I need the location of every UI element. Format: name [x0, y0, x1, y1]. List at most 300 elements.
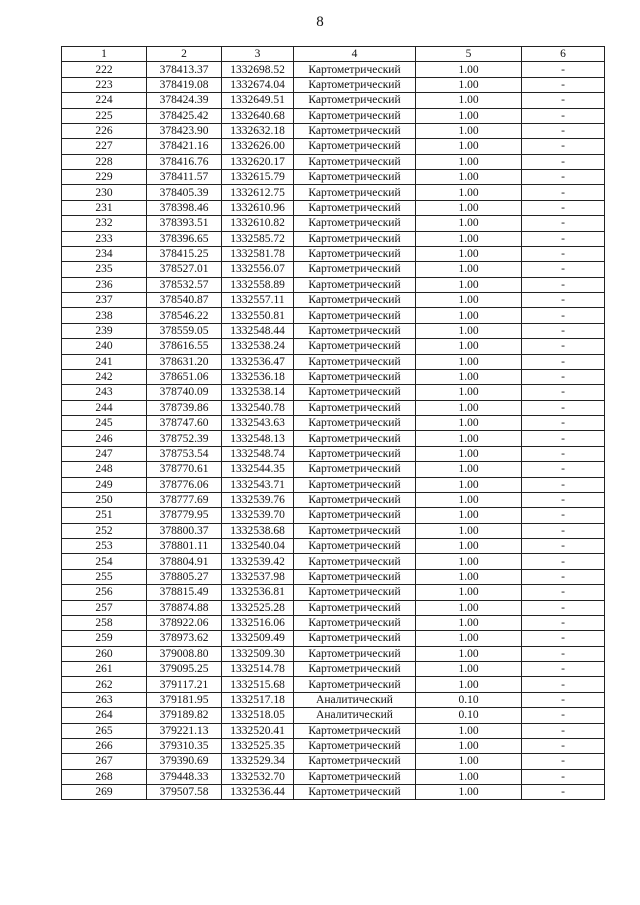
accuracy-cell: 1.00 — [416, 416, 522, 431]
description-cell: - — [522, 692, 605, 707]
table-row — [62, 631, 605, 646]
description-cell: - — [522, 323, 605, 338]
y-coordinate-cell: 1332548.74 — [222, 446, 294, 461]
method-cell: Картометрический — [294, 631, 416, 646]
x-coordinate-cell: 378739.86 — [147, 400, 222, 415]
x-coordinate-cell: 378874.88 — [147, 600, 222, 615]
y-coordinate-cell: 1332610.82 — [222, 216, 294, 231]
point-number-cell: 226 — [62, 123, 147, 138]
y-coordinate-cell: 1332548.13 — [222, 431, 294, 446]
description-cell: - — [522, 646, 605, 661]
accuracy-cell: 1.00 — [416, 93, 522, 108]
table-row — [62, 77, 605, 92]
x-coordinate-cell: 378752.39 — [147, 431, 222, 446]
description-cell: - — [522, 508, 605, 523]
method-cell: Картометрический — [294, 477, 416, 492]
point-number-cell: 225 — [62, 108, 147, 123]
method-cell: Картометрический — [294, 170, 416, 185]
table-row — [62, 754, 605, 769]
table-row — [62, 385, 605, 400]
y-coordinate-cell: 1332536.81 — [222, 585, 294, 600]
y-coordinate-cell: 1332698.52 — [222, 62, 294, 77]
point-number-cell: 254 — [62, 554, 147, 569]
description-cell: - — [522, 769, 605, 784]
y-coordinate-cell: 1332674.04 — [222, 77, 294, 92]
point-number-cell: 241 — [62, 354, 147, 369]
y-coordinate-cell: 1332540.04 — [222, 539, 294, 554]
table-row — [62, 323, 605, 338]
table-row — [62, 354, 605, 369]
accuracy-cell: 1.00 — [416, 308, 522, 323]
accuracy-cell: 1.00 — [416, 170, 522, 185]
accuracy-cell: 1.00 — [416, 354, 522, 369]
description-cell: - — [522, 662, 605, 677]
point-number-cell: 262 — [62, 677, 147, 692]
x-coordinate-cell: 379221.13 — [147, 723, 222, 738]
point-number-cell: 245 — [62, 416, 147, 431]
accuracy-cell: 1.00 — [416, 108, 522, 123]
description-cell: - — [522, 492, 605, 507]
x-coordinate-cell: 378804.91 — [147, 554, 222, 569]
y-coordinate-cell: 1332557.11 — [222, 293, 294, 308]
table-row — [62, 600, 605, 615]
method-cell: Картометрический — [294, 154, 416, 169]
column-header: 3 — [222, 47, 294, 62]
x-coordinate-cell: 379095.25 — [147, 662, 222, 677]
y-coordinate-cell: 1332536.47 — [222, 354, 294, 369]
x-coordinate-cell: 378416.76 — [147, 154, 222, 169]
accuracy-cell: 1.00 — [416, 185, 522, 200]
method-cell: Картометрический — [294, 738, 416, 753]
coordinates-table — [61, 46, 605, 800]
x-coordinate-cell: 379310.35 — [147, 738, 222, 753]
y-coordinate-cell: 1332529.34 — [222, 754, 294, 769]
point-number-cell: 255 — [62, 569, 147, 584]
description-cell: - — [522, 585, 605, 600]
x-coordinate-cell: 378616.55 — [147, 339, 222, 354]
x-coordinate-cell: 378800.37 — [147, 523, 222, 538]
table-row — [62, 200, 605, 215]
method-cell: Картометрический — [294, 662, 416, 677]
x-coordinate-cell: 378770.61 — [147, 462, 222, 477]
point-number-cell: 266 — [62, 738, 147, 753]
y-coordinate-cell: 1332585.72 — [222, 231, 294, 246]
table-header-row — [62, 47, 605, 62]
y-coordinate-cell: 1332581.78 — [222, 246, 294, 261]
point-number-cell: 235 — [62, 262, 147, 277]
table-row — [62, 293, 605, 308]
accuracy-cell: 1.00 — [416, 400, 522, 415]
accuracy-cell: 1.00 — [416, 431, 522, 446]
table-row — [62, 769, 605, 784]
description-cell: - — [522, 123, 605, 138]
description-cell: - — [522, 431, 605, 446]
method-cell: Картометрический — [294, 723, 416, 738]
y-coordinate-cell: 1332538.68 — [222, 523, 294, 538]
point-number-cell: 228 — [62, 154, 147, 169]
y-coordinate-cell: 1332615.79 — [222, 170, 294, 185]
x-coordinate-cell: 379189.82 — [147, 708, 222, 723]
point-number-cell: 229 — [62, 170, 147, 185]
accuracy-cell: 1.00 — [416, 785, 522, 800]
method-cell: Картометрический — [294, 585, 416, 600]
description-cell: - — [522, 400, 605, 415]
y-coordinate-cell: 1332516.06 — [222, 615, 294, 630]
description-cell: - — [522, 154, 605, 169]
point-number-cell: 263 — [62, 692, 147, 707]
y-coordinate-cell: 1332539.70 — [222, 508, 294, 523]
description-cell: - — [522, 723, 605, 738]
method-cell: Картометрический — [294, 462, 416, 477]
accuracy-cell: 1.00 — [416, 523, 522, 538]
method-cell: Картометрический — [294, 416, 416, 431]
table-row — [62, 708, 605, 723]
method-cell: Картометрический — [294, 508, 416, 523]
x-coordinate-cell: 378651.06 — [147, 369, 222, 384]
accuracy-cell: 1.00 — [416, 139, 522, 154]
method-cell: Картометрический — [294, 754, 416, 769]
point-number-cell: 230 — [62, 185, 147, 200]
description-cell: - — [522, 277, 605, 292]
description-cell: - — [522, 416, 605, 431]
x-coordinate-cell: 378540.87 — [147, 293, 222, 308]
y-coordinate-cell: 1332539.42 — [222, 554, 294, 569]
description-cell: - — [522, 246, 605, 261]
point-number-cell: 253 — [62, 539, 147, 554]
table-row — [62, 62, 605, 77]
method-cell: Картометрический — [294, 231, 416, 246]
table-row — [62, 585, 605, 600]
method-cell: Картометрический — [294, 277, 416, 292]
point-number-cell: 224 — [62, 93, 147, 108]
x-coordinate-cell: 378740.09 — [147, 385, 222, 400]
x-coordinate-cell: 379507.58 — [147, 785, 222, 800]
accuracy-cell: 1.00 — [416, 246, 522, 261]
table-row — [62, 723, 605, 738]
table-body — [62, 62, 605, 800]
y-coordinate-cell: 1332536.18 — [222, 369, 294, 384]
description-cell: - — [522, 62, 605, 77]
table-row — [62, 231, 605, 246]
x-coordinate-cell: 378779.95 — [147, 508, 222, 523]
description-cell: - — [522, 369, 605, 384]
method-cell: Картометрический — [294, 646, 416, 661]
y-coordinate-cell: 1332518.05 — [222, 708, 294, 723]
y-coordinate-cell: 1332539.76 — [222, 492, 294, 507]
method-cell: Картометрический — [294, 446, 416, 461]
description-cell: - — [522, 477, 605, 492]
description-cell: - — [522, 93, 605, 108]
description-cell: - — [522, 231, 605, 246]
y-coordinate-cell: 1332612.75 — [222, 185, 294, 200]
y-coordinate-cell: 1332632.18 — [222, 123, 294, 138]
method-cell: Картометрический — [294, 93, 416, 108]
x-coordinate-cell: 378423.90 — [147, 123, 222, 138]
x-coordinate-cell: 378405.39 — [147, 185, 222, 200]
x-coordinate-cell: 378411.57 — [147, 170, 222, 185]
x-coordinate-cell: 378815.49 — [147, 585, 222, 600]
description-cell: - — [522, 539, 605, 554]
point-number-cell: 261 — [62, 662, 147, 677]
method-cell: Картометрический — [294, 216, 416, 231]
method-cell: Картометрический — [294, 769, 416, 784]
accuracy-cell: 1.00 — [416, 600, 522, 615]
table-row — [62, 277, 605, 292]
accuracy-cell: 0.10 — [416, 708, 522, 723]
point-number-cell: 233 — [62, 231, 147, 246]
accuracy-cell: 1.00 — [416, 477, 522, 492]
table-row — [62, 170, 605, 185]
table-row — [62, 523, 605, 538]
method-cell: Картометрический — [294, 108, 416, 123]
table-row — [62, 554, 605, 569]
x-coordinate-cell: 378421.16 — [147, 139, 222, 154]
point-number-cell: 249 — [62, 477, 147, 492]
point-number-cell: 264 — [62, 708, 147, 723]
table-row — [62, 508, 605, 523]
method-cell: Картометрический — [294, 677, 416, 692]
description-cell: - — [522, 77, 605, 92]
point-number-cell: 238 — [62, 308, 147, 323]
description-cell: - — [522, 200, 605, 215]
y-coordinate-cell: 1332514.78 — [222, 662, 294, 677]
point-number-cell: 242 — [62, 369, 147, 384]
x-coordinate-cell: 378546.22 — [147, 308, 222, 323]
description-cell: - — [522, 308, 605, 323]
y-coordinate-cell: 1332649.51 — [222, 93, 294, 108]
description-cell: - — [522, 677, 605, 692]
description-cell: - — [522, 554, 605, 569]
table-row — [62, 154, 605, 169]
accuracy-cell: 1.00 — [416, 262, 522, 277]
accuracy-cell: 1.00 — [416, 293, 522, 308]
point-number-cell: 227 — [62, 139, 147, 154]
accuracy-cell: 1.00 — [416, 569, 522, 584]
method-cell: Картометрический — [294, 523, 416, 538]
table-row — [62, 246, 605, 261]
y-coordinate-cell: 1332525.35 — [222, 738, 294, 753]
x-coordinate-cell: 378413.37 — [147, 62, 222, 77]
x-coordinate-cell: 378419.08 — [147, 77, 222, 92]
x-coordinate-cell: 378805.27 — [147, 569, 222, 584]
table-row — [62, 492, 605, 507]
table-row — [62, 477, 605, 492]
method-cell: Картометрический — [294, 246, 416, 261]
table-row — [62, 416, 605, 431]
accuracy-cell: 1.00 — [416, 615, 522, 630]
method-cell: Картометрический — [294, 431, 416, 446]
point-number-cell: 231 — [62, 200, 147, 215]
accuracy-cell: 1.00 — [416, 216, 522, 231]
y-coordinate-cell: 1332509.30 — [222, 646, 294, 661]
method-cell: Картометрический — [294, 293, 416, 308]
x-coordinate-cell: 378776.06 — [147, 477, 222, 492]
accuracy-cell: 1.00 — [416, 754, 522, 769]
table-row — [62, 262, 605, 277]
table-row — [62, 308, 605, 323]
table-row — [62, 569, 605, 584]
point-number-cell: 269 — [62, 785, 147, 800]
method-cell: Картометрический — [294, 323, 416, 338]
table-row — [62, 738, 605, 753]
description-cell: - — [522, 216, 605, 231]
description-cell: - — [522, 139, 605, 154]
description-cell: - — [522, 339, 605, 354]
column-header: 5 — [416, 47, 522, 62]
column-header: 6 — [522, 47, 605, 62]
point-number-cell: 250 — [62, 492, 147, 507]
accuracy-cell: 1.00 — [416, 323, 522, 338]
accuracy-cell: 1.00 — [416, 385, 522, 400]
y-coordinate-cell: 1332620.17 — [222, 154, 294, 169]
description-cell: - — [522, 785, 605, 800]
accuracy-cell: 1.00 — [416, 554, 522, 569]
y-coordinate-cell: 1332610.96 — [222, 200, 294, 215]
table-row — [62, 400, 605, 415]
description-cell: - — [522, 754, 605, 769]
method-cell: Картометрический — [294, 615, 416, 630]
method-cell: Картометрический — [294, 492, 416, 507]
x-coordinate-cell: 378532.57 — [147, 277, 222, 292]
method-cell: Картометрический — [294, 200, 416, 215]
accuracy-cell: 1.00 — [416, 339, 522, 354]
point-number-cell: 237 — [62, 293, 147, 308]
accuracy-cell: 1.00 — [416, 123, 522, 138]
accuracy-cell: 1.00 — [416, 646, 522, 661]
point-number-cell: 239 — [62, 323, 147, 338]
method-cell: Картометрический — [294, 123, 416, 138]
page-number: 8 — [316, 14, 324, 30]
table-row — [62, 539, 605, 554]
y-coordinate-cell: 1332517.18 — [222, 692, 294, 707]
x-coordinate-cell: 379117.21 — [147, 677, 222, 692]
x-coordinate-cell: 379008.80 — [147, 646, 222, 661]
table-row — [62, 216, 605, 231]
table-row — [62, 692, 605, 707]
y-coordinate-cell: 1332525.28 — [222, 600, 294, 615]
point-number-cell: 243 — [62, 385, 147, 400]
method-cell: Картометрический — [294, 785, 416, 800]
method-cell: Картометрический — [294, 308, 416, 323]
description-cell: - — [522, 446, 605, 461]
x-coordinate-cell: 378559.05 — [147, 323, 222, 338]
description-cell: - — [522, 708, 605, 723]
method-cell: Аналитический — [294, 708, 416, 723]
x-coordinate-cell: 378393.51 — [147, 216, 222, 231]
method-cell: Картометрический — [294, 600, 416, 615]
accuracy-cell: 1.00 — [416, 662, 522, 677]
method-cell: Картометрический — [294, 369, 416, 384]
x-coordinate-cell: 378777.69 — [147, 492, 222, 507]
method-cell: Картометрический — [294, 77, 416, 92]
method-cell: Картометрический — [294, 339, 416, 354]
table-row — [62, 446, 605, 461]
y-coordinate-cell: 1332537.98 — [222, 569, 294, 584]
table-row — [62, 662, 605, 677]
method-cell: Картометрический — [294, 262, 416, 277]
point-number-cell: 232 — [62, 216, 147, 231]
point-number-cell: 246 — [62, 431, 147, 446]
description-cell: - — [522, 108, 605, 123]
point-number-cell: 251 — [62, 508, 147, 523]
point-number-cell: 259 — [62, 631, 147, 646]
table-row — [62, 785, 605, 800]
y-coordinate-cell: 1332536.44 — [222, 785, 294, 800]
accuracy-cell: 1.00 — [416, 508, 522, 523]
column-header: 1 — [62, 47, 147, 62]
accuracy-cell: 1.00 — [416, 369, 522, 384]
accuracy-cell: 1.00 — [416, 62, 522, 77]
description-cell: - — [522, 569, 605, 584]
point-number-cell: 256 — [62, 585, 147, 600]
x-coordinate-cell: 378424.39 — [147, 93, 222, 108]
method-cell: Картометрический — [294, 569, 416, 584]
x-coordinate-cell: 378753.54 — [147, 446, 222, 461]
table-row — [62, 369, 605, 384]
point-number-cell: 236 — [62, 277, 147, 292]
point-number-cell: 247 — [62, 446, 147, 461]
point-number-cell: 268 — [62, 769, 147, 784]
table-row — [62, 123, 605, 138]
y-coordinate-cell: 1332515.68 — [222, 677, 294, 692]
column-header: 4 — [294, 47, 416, 62]
y-coordinate-cell: 1332543.63 — [222, 416, 294, 431]
description-cell: - — [522, 185, 605, 200]
x-coordinate-cell: 378631.20 — [147, 354, 222, 369]
y-coordinate-cell: 1332548.44 — [222, 323, 294, 338]
description-cell: - — [522, 738, 605, 753]
x-coordinate-cell: 379390.69 — [147, 754, 222, 769]
accuracy-cell: 1.00 — [416, 539, 522, 554]
x-coordinate-cell: 378973.62 — [147, 631, 222, 646]
accuracy-cell: 1.00 — [416, 723, 522, 738]
description-cell: - — [522, 600, 605, 615]
accuracy-cell: 1.00 — [416, 738, 522, 753]
point-number-cell: 248 — [62, 462, 147, 477]
accuracy-cell: 1.00 — [416, 277, 522, 292]
accuracy-cell: 1.00 — [416, 77, 522, 92]
accuracy-cell: 1.00 — [416, 631, 522, 646]
method-cell: Картометрический — [294, 400, 416, 415]
x-coordinate-cell: 378396.65 — [147, 231, 222, 246]
y-coordinate-cell: 1332538.24 — [222, 339, 294, 354]
y-coordinate-cell: 1332520.41 — [222, 723, 294, 738]
point-number-cell: 257 — [62, 600, 147, 615]
x-coordinate-cell: 378922.06 — [147, 615, 222, 630]
table-row — [62, 339, 605, 354]
y-coordinate-cell: 1332543.71 — [222, 477, 294, 492]
point-number-cell: 258 — [62, 615, 147, 630]
method-cell: Картометрический — [294, 385, 416, 400]
x-coordinate-cell: 378398.46 — [147, 200, 222, 215]
table-row — [62, 108, 605, 123]
x-coordinate-cell: 379448.33 — [147, 769, 222, 784]
description-cell: - — [522, 385, 605, 400]
point-number-cell: 244 — [62, 400, 147, 415]
point-number-cell: 222 — [62, 62, 147, 77]
description-cell: - — [522, 523, 605, 538]
accuracy-cell: 1.00 — [416, 446, 522, 461]
table-row — [62, 646, 605, 661]
y-coordinate-cell: 1332509.49 — [222, 631, 294, 646]
x-coordinate-cell: 378747.60 — [147, 416, 222, 431]
method-cell: Картометрический — [294, 554, 416, 569]
method-cell: Аналитический — [294, 692, 416, 707]
column-header: 2 — [147, 47, 222, 62]
method-cell: Картометрический — [294, 185, 416, 200]
x-coordinate-cell: 378425.42 — [147, 108, 222, 123]
x-coordinate-cell: 378801.11 — [147, 539, 222, 554]
